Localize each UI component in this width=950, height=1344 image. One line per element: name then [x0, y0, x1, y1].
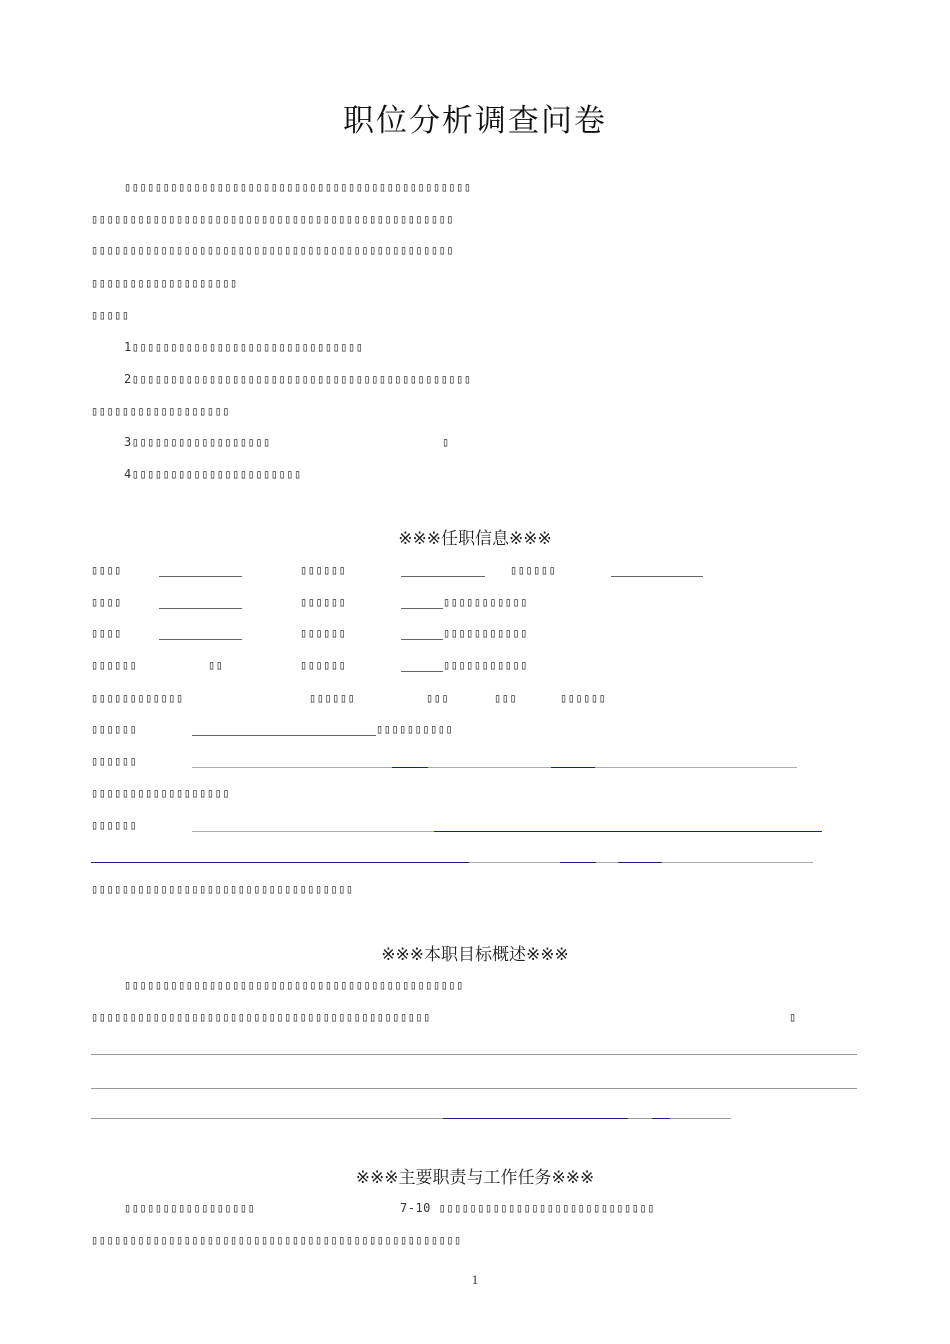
- blank-field[interactable]: [611, 576, 703, 577]
- instruction-item: 4▯▯▯▯▯▯▯▯▯▯▯▯▯▯▯▯▯▯▯▯▯▯: [124, 467, 302, 481]
- field-label: ▯▯▯▯▯▯: [300, 658, 347, 672]
- blank-field[interactable]: [159, 576, 242, 577]
- field-value: ▯▯: [208, 658, 224, 672]
- field-label: ▯▯▯▯▯▯: [91, 658, 138, 672]
- field-label: ▯▯▯▯▯▯▯▯▯▯▯: [443, 595, 528, 609]
- document-title: 职位分析调查问卷: [343, 103, 607, 139]
- section-heading-goal: ※※※本职目标概述※※※: [381, 945, 569, 965]
- blank-field[interactable]: [159, 608, 242, 609]
- field-label: ▯▯▯▯▯▯▯▯▯▯▯: [443, 658, 528, 672]
- blank-field[interactable]: [192, 735, 376, 736]
- blank-field-mark: [392, 767, 428, 768]
- blank-field[interactable]: [91, 862, 469, 863]
- field-label: ▯▯▯▯▯▯: [91, 754, 138, 768]
- option-label[interactable]: ▯▯▯▯▯▯: [309, 691, 356, 705]
- duties-line: ▯▯▯▯▯▯▯▯▯▯▯▯▯▯▯▯▯▯▯▯▯▯▯▯▯▯▯▯▯▯▯▯▯▯▯▯▯▯▯▯▯▯▯▯▯▯▯▯: [91, 1233, 462, 1247]
- field-note: ▯▯▯▯▯▯▯▯▯▯▯▯▯▯▯▯▯▯▯▯▯▯▯▯▯▯▯▯▯▯▯▯▯▯: [91, 882, 354, 896]
- field-label: ▯▯▯▯: [91, 563, 122, 577]
- instruction-item: ▯: [442, 435, 450, 449]
- field-label: ▯▯▯▯▯▯▯▯▯▯▯: [443, 626, 528, 640]
- goal-line: ▯▯▯▯▯▯▯▯▯▯▯▯▯▯▯▯▯▯▯▯▯▯▯▯▯▯▯▯▯▯▯▯▯▯▯▯▯▯▯▯▯▯▯▯: [124, 978, 464, 992]
- duties-line: 7-10 ▯▯▯▯▯▯▯▯▯▯▯▯▯▯▯▯▯▯▯▯▯▯▯▯▯▯▯▯: [400, 1201, 655, 1215]
- blank-field[interactable]: [434, 831, 822, 832]
- field-label: ▯▯▯▯▯▯▯▯▯▯▯▯▯▯▯▯▯▯: [91, 786, 231, 800]
- section-heading-info: ※※※任职信息※※※: [398, 529, 552, 549]
- intro-line: ▯▯▯▯▯▯▯▯▯▯▯▯▯▯▯▯▯▯▯▯▯▯▯▯▯▯▯▯▯▯▯▯▯▯▯▯▯▯▯▯▯▯▯▯▯: [124, 180, 472, 194]
- option-label[interactable]: ▯▯▯▯▯▯: [560, 691, 607, 705]
- intro-line: ▯▯▯▯▯: [91, 308, 130, 322]
- field-label: ▯▯▯▯▯▯: [300, 626, 347, 640]
- blank-field[interactable]: [401, 576, 485, 577]
- blank-field-mark: [618, 862, 662, 863]
- instruction-item: ▯▯▯▯▯▯▯▯▯▯▯▯▯▯▯▯▯▯: [91, 404, 231, 418]
- blank-field[interactable]: [192, 767, 797, 768]
- field-label: ▯▯▯▯: [91, 595, 122, 609]
- goal-line: ▯: [789, 1010, 797, 1024]
- blank-field[interactable]: [401, 639, 443, 640]
- blank-field[interactable]: [401, 671, 443, 672]
- blank-field-mark: [551, 767, 595, 768]
- blank-field-mark: [560, 862, 596, 863]
- answer-line[interactable]: [91, 1054, 857, 1055]
- section-heading-duties: ※※※主要职责与工作任务※※※: [355, 1168, 595, 1188]
- instruction-item: 2▯▯▯▯▯▯▯▯▯▯▯▯▯▯▯▯▯▯▯▯▯▯▯▯▯▯▯▯▯▯▯▯▯▯▯▯▯▯▯▯▯▯▯▯: [124, 372, 472, 386]
- instruction-item: 1▯▯▯▯▯▯▯▯▯▯▯▯▯▯▯▯▯▯▯▯▯▯▯▯▯▯▯▯▯▯: [124, 340, 364, 354]
- intro-line: ▯▯▯▯▯▯▯▯▯▯▯▯▯▯▯▯▯▯▯▯▯▯▯▯▯▯▯▯▯▯▯▯▯▯▯▯▯▯▯▯▯▯▯▯▯▯▯: [91, 212, 455, 226]
- field-label: ▯▯▯▯: [91, 626, 122, 640]
- blank-field[interactable]: [401, 608, 443, 609]
- field-label: ▯▯▯▯▯▯: [91, 722, 138, 736]
- option-label[interactable]: ▯▯▯: [494, 691, 518, 705]
- answer-line[interactable]: [91, 1118, 731, 1119]
- page-number: 1: [471, 1272, 479, 1287]
- field-label: ▯▯▯▯▯▯: [300, 563, 347, 577]
- field-label: ▯▯▯▯▯▯: [91, 818, 138, 832]
- field-label: ▯▯▯▯▯▯▯▯▯▯▯▯: [91, 691, 184, 705]
- intro-line: ▯▯▯▯▯▯▯▯▯▯▯▯▯▯▯▯▯▯▯▯▯▯▯▯▯▯▯▯▯▯▯▯▯▯▯▯▯▯▯▯▯▯▯▯▯▯▯: [91, 243, 455, 257]
- instruction-item: 3▯▯▯▯▯▯▯▯▯▯▯▯▯▯▯▯▯▯: [124, 435, 271, 449]
- field-label: ▯▯▯▯▯▯: [300, 595, 347, 609]
- duties-line: ▯▯▯▯▯▯▯▯▯▯▯▯▯▯▯▯▯: [124, 1201, 256, 1215]
- field-label: ▯▯▯▯▯▯▯▯▯▯: [376, 722, 454, 736]
- goal-line: ▯▯▯▯▯▯▯▯▯▯▯▯▯▯▯▯▯▯▯▯▯▯▯▯▯▯▯▯▯▯▯▯▯▯▯▯▯▯▯▯▯▯▯▯: [91, 1010, 431, 1024]
- answer-line[interactable]: [91, 1088, 857, 1089]
- blank-field-mark: [443, 1118, 628, 1119]
- blank-field[interactable]: [192, 831, 434, 832]
- option-label[interactable]: ▯▯▯: [426, 691, 450, 705]
- blank-field-mark: [652, 1118, 670, 1119]
- blank-field[interactable]: [159, 639, 242, 640]
- intro-line: ▯▯▯▯▯▯▯▯▯▯▯▯▯▯▯▯▯▯▯: [91, 276, 238, 290]
- field-label: ▯▯▯▯▯▯: [510, 563, 557, 577]
